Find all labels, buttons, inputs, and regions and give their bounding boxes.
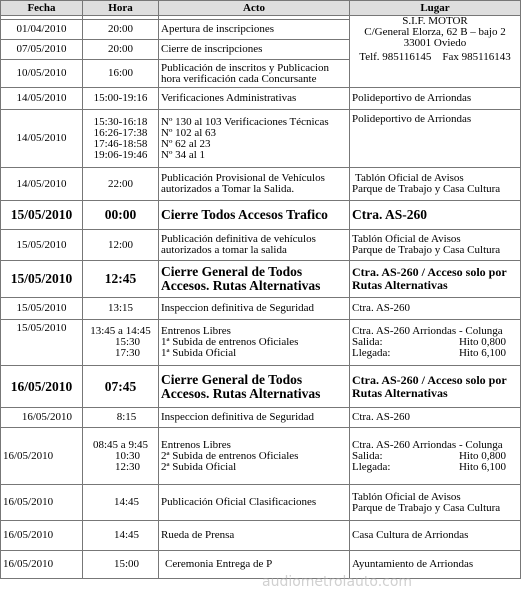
time-cell: 22:00 xyxy=(83,168,159,201)
event-line: Publicación de inscritos y Publicacion xyxy=(161,61,330,74)
event-cell: Rueda de Prensa xyxy=(159,521,350,551)
event-cell: Inspeccion definitiva de Seguridad xyxy=(159,408,350,428)
event-line: Cierre General de Todos xyxy=(161,371,303,387)
time-cell: 00:00 xyxy=(83,201,159,230)
place-line: Parque de Trabajo y Casa Cultura xyxy=(352,244,501,256)
place-cell xyxy=(350,230,521,261)
place-line: Tablón Oficial de Avisos xyxy=(352,233,461,245)
event-line: autorizados a Tomar la Salida. xyxy=(161,183,295,195)
salida-value: Hito 0,800 xyxy=(458,449,506,462)
event-line: Nº 130 al 103 Verificaciones Técnicas xyxy=(161,115,329,128)
place-line: Tablón Oficial de Avisos xyxy=(355,172,464,184)
llegada-value: Hito 6,100 xyxy=(458,347,506,359)
event-line: 1ª Subida de entrenos Oficiales xyxy=(161,336,299,348)
place-line: Rutas Alternativas xyxy=(352,278,448,292)
organizer-cell xyxy=(350,16,521,88)
time-line: 17:46-18:58 xyxy=(93,137,148,150)
event-line: Entrenos Libres xyxy=(161,438,231,451)
event-cell xyxy=(159,230,350,261)
llegada-value: Hito 6,100 xyxy=(458,460,506,473)
header-hora: Hora xyxy=(83,1,159,16)
date-cell: 07/05/2010 xyxy=(1,40,83,60)
time-line: 17:30 xyxy=(114,347,141,359)
event-line: Publicación Provisional de Vehículos xyxy=(161,172,325,184)
place-line: Ctra. AS-260 Arriondas - Colunga xyxy=(352,325,503,337)
table-row xyxy=(1,298,521,320)
date-cell: 14/05/2010 xyxy=(1,110,83,168)
header-row xyxy=(1,1,521,16)
time-cell: 15:00 xyxy=(83,551,159,579)
organizer-phone: Telf. 985116145 xyxy=(359,51,432,63)
time-cell: 8:15 xyxy=(83,408,159,428)
salida-label: Salida: xyxy=(352,449,383,462)
time-line: 10:30 xyxy=(114,449,141,462)
event-line: Cierre General de Todos xyxy=(161,264,303,279)
table-row xyxy=(1,521,521,551)
time-line: 12:30 xyxy=(114,460,141,473)
date-cell: 15/05/2010 xyxy=(1,261,83,298)
place-line: Ctra. AS-260 Arriondas - Colunga xyxy=(352,438,503,451)
organizer-name: S.I.F. MOTOR xyxy=(402,15,468,27)
event-cell: Verificaciones Administrativas xyxy=(159,88,350,110)
time-cell xyxy=(83,320,159,366)
time-cell: 07:45 xyxy=(83,366,159,408)
place-line: Tablón Oficial de Avisos xyxy=(352,490,461,503)
time-line: 15:30 xyxy=(114,336,141,348)
event-line: 2ª Subida Oficial xyxy=(161,460,237,473)
header-acto: Acto xyxy=(159,1,350,16)
place-cell xyxy=(350,168,521,201)
header-fecha: Fecha xyxy=(1,1,83,16)
table-row xyxy=(1,230,521,261)
time-cell: 12:00 xyxy=(83,230,159,261)
event-line: Accesos. Rutas Alternativas xyxy=(161,385,321,401)
date-cell: 15/05/2010 xyxy=(1,201,83,230)
event-cell: Ceremonia Entrega de P xyxy=(159,551,350,579)
salida-value: Hito 0,800 xyxy=(458,336,506,348)
place-cell: Ayuntamiento de Arriondas xyxy=(350,551,521,579)
organizer-city: 33001 Oviedo xyxy=(403,37,467,49)
place-line: Ctra. AS-260 / Acceso solo por xyxy=(352,372,507,387)
event-line: autorizados a tomar la salida xyxy=(161,244,287,256)
date-cell: 16/05/2010 xyxy=(1,408,83,428)
event-line: Nº 102 al 63 xyxy=(161,126,217,139)
date-cell: 01/04/2010 xyxy=(1,20,83,40)
time-line: 15:30-16:18 xyxy=(93,115,148,128)
event-cell xyxy=(159,320,350,366)
place-line: Ctra. AS-260 / Acceso solo por xyxy=(352,265,507,279)
place-cell xyxy=(350,261,521,298)
place-cell: Polideportivo de Arriondas xyxy=(350,88,521,110)
place-cell: Ctra. AS-260 xyxy=(350,201,521,230)
table-row xyxy=(1,168,521,201)
date-cell: 15/05/2010 xyxy=(1,298,83,320)
place-cell xyxy=(350,366,521,408)
time-cell: 20:00 xyxy=(83,20,159,40)
place-cell xyxy=(350,428,521,485)
table-row xyxy=(1,201,521,230)
date-cell: 14/05/2010 xyxy=(1,88,83,110)
place-cell: Casa Cultura de Arriondas xyxy=(350,521,521,551)
watermark-text: audiometrolauto.com xyxy=(262,574,413,590)
time-cell: 13:15 xyxy=(83,298,159,320)
event-cell xyxy=(159,60,350,88)
event-cell xyxy=(159,110,350,168)
time-cell: 12:45 xyxy=(83,261,159,298)
date-cell: 16/05/2010 xyxy=(1,485,83,521)
event-cell: Apertura de inscripciones xyxy=(159,20,350,40)
time-line: 08:45 a 9:45 xyxy=(93,438,148,451)
event-cell xyxy=(159,366,350,408)
event-line: Nº 34 al 1 xyxy=(161,148,206,161)
place-cell xyxy=(350,485,521,521)
date-cell: 15/05/2010 xyxy=(1,320,83,366)
time-cell: 14:45 xyxy=(83,485,159,521)
place-cell xyxy=(350,320,521,366)
place-line: Parque de Trabajo y Casa Cultura xyxy=(352,183,501,195)
event-line: Accesos. Rutas Alternativas xyxy=(161,278,321,293)
table-row xyxy=(1,485,521,521)
event-line: 1ª Subida Oficial xyxy=(161,347,237,359)
date-cell: 16/05/2010 xyxy=(1,428,83,485)
event-line: Nº 62 al 23 xyxy=(161,137,211,150)
date-cell: 16/05/2010 xyxy=(1,551,83,579)
event-line: hora verificación cada Concursante xyxy=(161,72,317,85)
time-cell: 16:00 xyxy=(83,60,159,88)
table-row xyxy=(1,88,521,110)
time-cell xyxy=(83,110,159,168)
event-cell xyxy=(159,428,350,485)
place-cell: Polideportivo de Arriondas xyxy=(350,110,521,168)
table-row xyxy=(1,320,521,366)
time-line: 13:45 a 14:45 xyxy=(90,325,151,337)
event-cell xyxy=(159,261,350,298)
event-cell: Cierre de inscripciones xyxy=(159,40,350,60)
table-row xyxy=(1,408,521,428)
salida-label: Salida: xyxy=(352,336,383,348)
place-line: Parque de Trabajo y Casa Cultura xyxy=(352,501,501,514)
event-cell: Inspeccion definitiva de Seguridad xyxy=(159,298,350,320)
table-row xyxy=(1,261,521,298)
date-cell: 16/05/2010 xyxy=(1,366,83,408)
header-lugar: Lugar xyxy=(350,1,521,16)
time-line: 16:26-17:38 xyxy=(93,126,148,139)
event-cell: Publicación Oficial Clasificaciones xyxy=(159,485,350,521)
organizer-fax: Fax 985116143 xyxy=(442,51,511,63)
time-line: 19:06-19:46 xyxy=(93,148,148,161)
event-cell: Cierre Todos Accesos Trafico xyxy=(159,201,350,230)
table-row xyxy=(1,366,521,408)
event-line: Publicación definitiva de vehículos xyxy=(161,233,316,245)
event-line: Entrenos Libres xyxy=(161,325,231,337)
organizer-address: C/General Elorza, 62 B – bajo 2 xyxy=(364,26,506,38)
table-row xyxy=(1,551,521,579)
date-cell: 15/05/2010 xyxy=(1,230,83,261)
place-line: Rutas Alternativas xyxy=(352,385,448,400)
time-cell xyxy=(83,428,159,485)
llegada-label: Llegada: xyxy=(352,460,391,473)
date-cell: 16/05/2010 xyxy=(1,521,83,551)
table-row xyxy=(1,110,521,168)
time-cell: 14:45 xyxy=(83,521,159,551)
place-cell: Ctra. AS-260 xyxy=(350,298,521,320)
llegada-label: Llegada: xyxy=(352,347,391,359)
table-row xyxy=(1,428,521,485)
time-cell: 15:00-19:16 xyxy=(83,88,159,110)
event-cell xyxy=(159,168,350,201)
place-cell: Ctra. AS-260 xyxy=(350,408,521,428)
date-cell: 14/05/2010 xyxy=(1,168,83,201)
date-cell: 10/05/2010 xyxy=(1,60,83,88)
event-line: 2ª Subida de entrenos Oficiales xyxy=(161,449,299,462)
time-cell: 20:00 xyxy=(83,40,159,60)
